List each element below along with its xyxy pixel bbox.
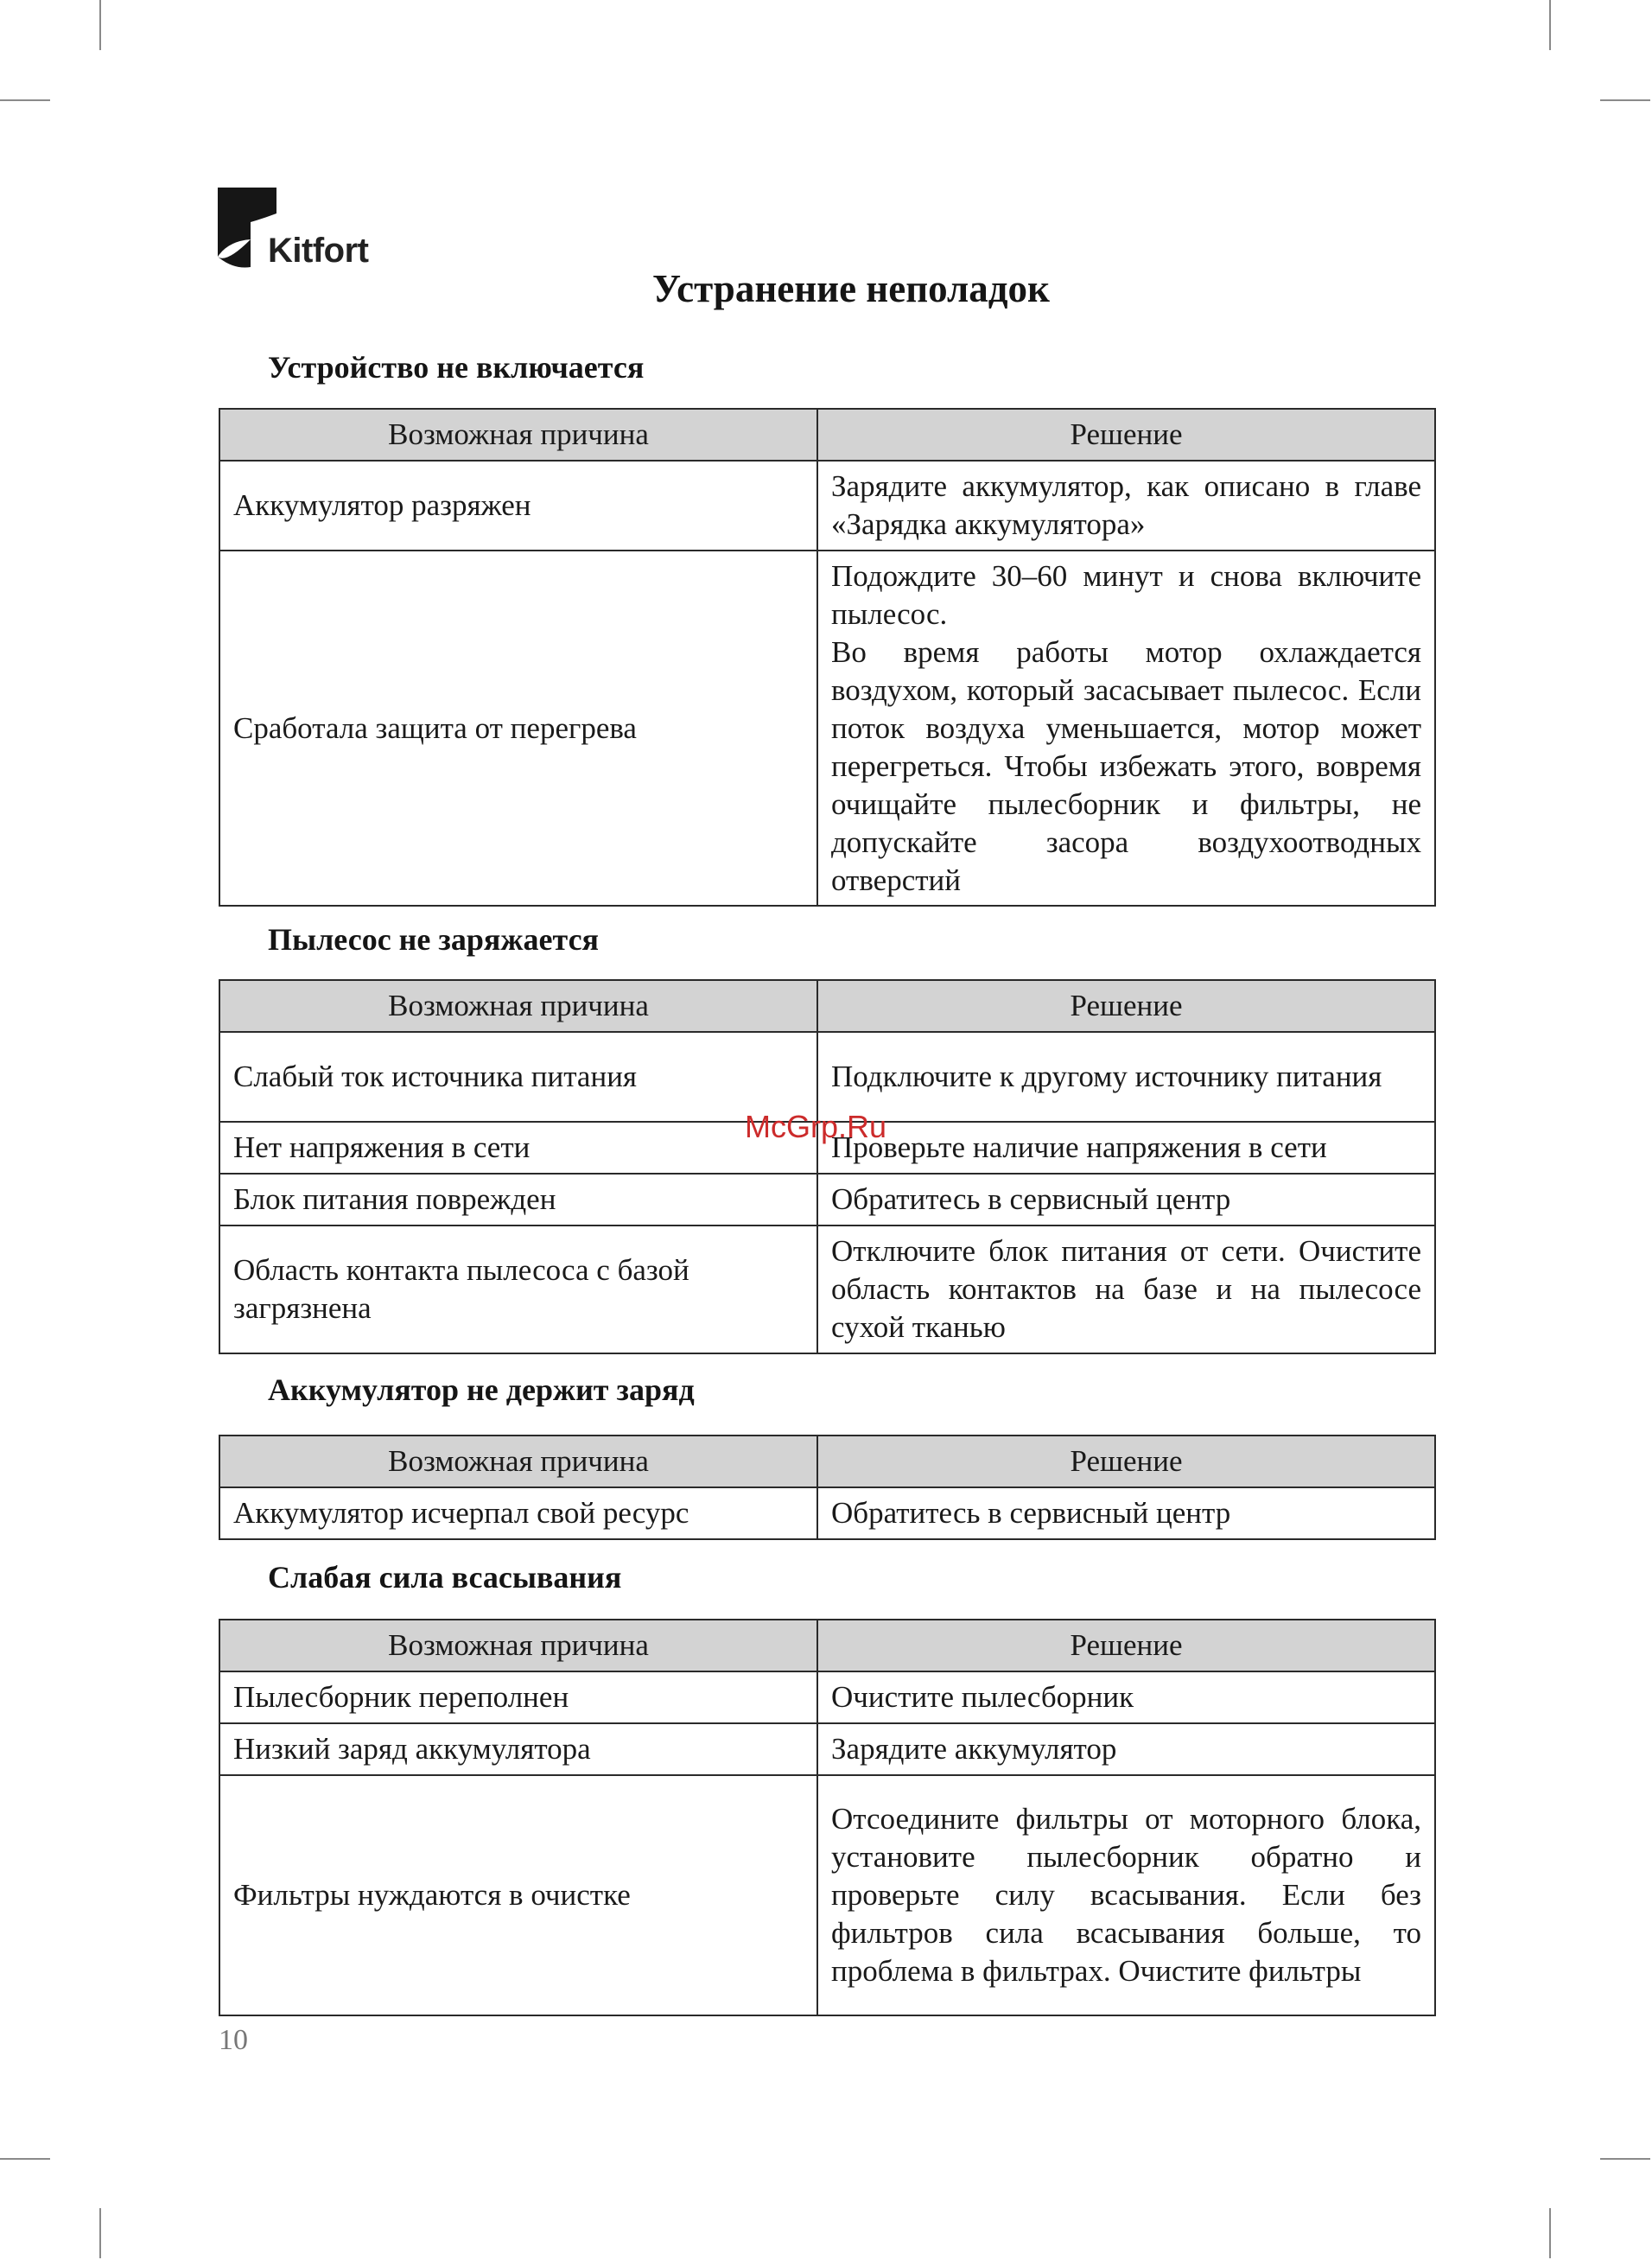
crop-mark [1549, 0, 1551, 50]
table-row [219, 1487, 1435, 1539]
troubleshooting-table [219, 408, 1436, 907]
crop-mark [99, 2208, 101, 2258]
table-header-row [219, 1620, 1435, 1671]
header-cause: Возможная причина [219, 1620, 817, 1671]
table-row [219, 461, 1435, 551]
cause-cell: Фильтры нуждаются в очистке [219, 1775, 817, 2015]
table-header-row [219, 409, 1435, 461]
cause-cell: Низкий заряд аккумулятора [219, 1723, 817, 1775]
solution-cell: Проверьте наличие напряжения в сети [817, 1122, 1435, 1174]
section-heading: Устройство не включается [268, 350, 645, 385]
solution-cell: Обратитесь в сервисный центр [817, 1174, 1435, 1225]
brand-name: Kitfort [268, 232, 369, 270]
crop-mark [0, 99, 50, 101]
solution-cell: Подключите к другому источнику питания [817, 1032, 1435, 1122]
section-heading: Пылесос не заряжается [268, 922, 600, 957]
cause-cell: Слабый ток источника питания [219, 1032, 817, 1122]
table-header-row [219, 1436, 1435, 1487]
table-row [219, 551, 1435, 906]
header-solution: Решение [817, 980, 1435, 1032]
cause-cell: Блок питания поврежден [219, 1174, 817, 1225]
troubleshooting-table [219, 1435, 1436, 1540]
crop-mark [1549, 2208, 1551, 2258]
solution-cell: Зарядите аккумулятор, как описано в главе «Зарядка аккумулятора» [817, 461, 1435, 551]
solution-cell: Зарядите аккумулятор [817, 1723, 1435, 1775]
header-solution: Решение [817, 409, 1435, 461]
cause-cell: Пылесборник переполнен [219, 1671, 817, 1723]
watermark: McGrp.Ru [745, 1109, 887, 1144]
header-cause: Возможная причина [219, 1436, 817, 1487]
table-header-row [219, 980, 1435, 1032]
table-row [219, 1723, 1435, 1775]
table-row [219, 1225, 1435, 1353]
table-row [219, 1775, 1435, 2015]
troubleshooting-table [219, 979, 1436, 1354]
cause-cell: Сработала защита от перегрева [219, 551, 817, 906]
solution-cell: Отключите блок питания от сети. Очистите область контактов на базе и на пылесосе сухой тканью [817, 1225, 1435, 1353]
crop-mark [99, 0, 101, 50]
troubleshooting-table [219, 1619, 1436, 2016]
section-heading: Аккумулятор не держит заряд [268, 1372, 695, 1407]
cause-cell: Область контакта пылесоса с базой загрязнена [219, 1225, 817, 1353]
solution-cell [817, 551, 1435, 906]
solution-paragraph: Во время работы мотор охлаждается воздухом, который засасывает пылесос. Если поток воздуха уменьшается, мотор может перегреться. Чтобы избежать этого, вовремя очищайте пылесборник и фильтры, не допускайте засора воздухоотводных отверстий [831, 634, 1421, 897]
cause-cell: Нет напряжения в сети [219, 1122, 817, 1174]
crop-mark [1600, 2158, 1650, 2160]
header-cause: Возможная причина [219, 409, 817, 461]
solution-cell: Отсоедините фильтры от моторного блока, установите пылесборник обратно и проверьте силу всасывания. Если без фильтров сила всасывания больше, то проблема в фильтрах. Очистите фильтры [817, 1775, 1435, 2015]
table-row [219, 1174, 1435, 1225]
cause-cell: Аккумулятор исчерпал свой ресурс [219, 1487, 817, 1539]
cause-cell: Аккумулятор разряжен [219, 461, 817, 551]
header-solution: Решение [817, 1620, 1435, 1671]
solution-paragraph: Подождите 30–60 минут и снова включите пылесос. [831, 558, 1421, 631]
page-title: Устранение неполадок [652, 267, 1050, 310]
section-heading: Слабая сила всасывания [268, 1560, 622, 1595]
solution-cell: Обратитесь в сервисный центр [817, 1487, 1435, 1539]
header-cause: Возможная причина [219, 980, 817, 1032]
solution-cell: Очистите пылесборник [817, 1671, 1435, 1723]
crop-mark [0, 2158, 50, 2160]
table-row [219, 1671, 1435, 1723]
header-solution: Решение [817, 1436, 1435, 1487]
page-number: 10 [219, 2024, 248, 2056]
crop-mark [1600, 99, 1650, 101]
